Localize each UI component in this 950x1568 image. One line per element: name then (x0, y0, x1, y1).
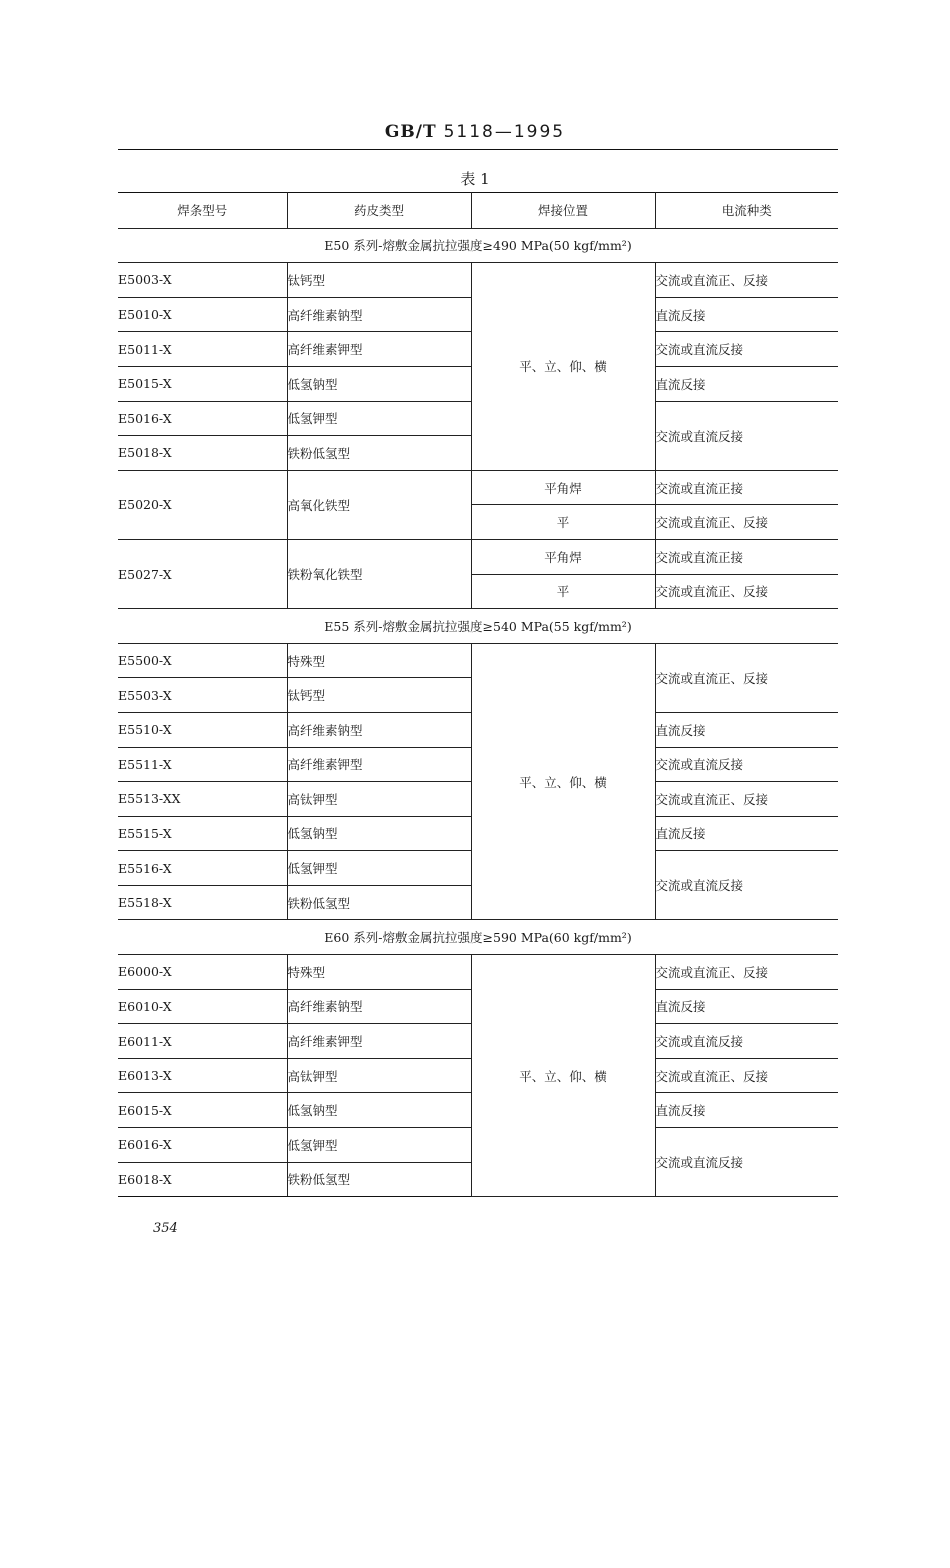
position-cell: 平、立、仰、横 (471, 643, 655, 920)
position-cell: 平角焊 (471, 470, 655, 505)
model-cell: E5016-X (118, 401, 287, 436)
model-cell: E6000-X (118, 955, 287, 990)
current-cell: 交流或直流正、反接 (655, 955, 838, 990)
table-header-row (118, 193, 838, 229)
position-cell: 平、立、仰、横 (471, 955, 655, 1197)
current-cell: 交流或直流反接 (655, 747, 838, 782)
position-cell: 平 (471, 505, 655, 540)
coating-cell: 特殊型 (287, 955, 471, 990)
current-cell: 交流或直流反接 (655, 1024, 838, 1059)
column-header-model: 焊条型号 (118, 193, 287, 229)
current-cell: 交流或直流正接 (655, 539, 838, 574)
coating-cell: 高钛钾型 (287, 1058, 471, 1093)
current-cell: 交流或直流正、反接 (655, 574, 838, 609)
current-cell: 直流反接 (655, 366, 838, 401)
model-cell: E5518-X (118, 885, 287, 920)
model-cell: E5020-X (118, 470, 287, 539)
model-cell: E5513-XX (118, 782, 287, 817)
coating-cell: 高纤维素钾型 (287, 332, 471, 367)
section-title: E55 系列-熔敷金属抗拉强度≥540 MPa(55 kgf/mm²) (118, 609, 838, 644)
coating-cell: 高氧化铁型 (287, 470, 471, 539)
coating-cell: 低氢钾型 (287, 1128, 471, 1163)
current-cell: 交流或直流正、反接 (655, 1058, 838, 1093)
table-row (118, 470, 838, 505)
standard-code-prefix: GB/T (384, 122, 437, 142)
coating-cell: 低氢钾型 (287, 851, 471, 886)
coating-cell: 高纤维素钾型 (287, 747, 471, 782)
coating-cell: 高纤维素钠型 (287, 712, 471, 747)
current-cell: 交流或直流反接 (655, 1128, 838, 1197)
section-title-row (118, 228, 838, 263)
current-cell: 交流或直流反接 (655, 332, 838, 367)
coating-cell: 高钛钾型 (287, 782, 471, 817)
coating-cell: 低氢钠型 (287, 1093, 471, 1128)
model-cell: E5511-X (118, 747, 287, 782)
model-cell: E5503-X (118, 678, 287, 713)
column-header-current: 电流种类 (655, 193, 838, 229)
position-cell: 平角焊 (471, 539, 655, 574)
current-cell: 交流或直流正、反接 (655, 263, 838, 298)
section-title-row (118, 920, 838, 955)
column-header-position: 焊接位置 (471, 193, 655, 229)
coating-cell: 钛钙型 (287, 678, 471, 713)
table-row (118, 539, 838, 574)
coating-cell: 铁粉低氢型 (287, 885, 471, 920)
current-cell: 直流反接 (655, 712, 838, 747)
model-cell: E5015-X (118, 366, 287, 401)
coating-cell: 高纤维素钾型 (287, 1024, 471, 1059)
model-cell: E5515-X (118, 816, 287, 851)
coating-cell: 高纤维素钠型 (287, 297, 471, 332)
position-cell: 平 (471, 574, 655, 609)
page-number: 354 (153, 1221, 178, 1236)
coating-cell: 铁粉低氢型 (287, 1162, 471, 1197)
current-cell: 交流或直流正、反接 (655, 782, 838, 817)
position-cell: 平、立、仰、横 (471, 263, 655, 471)
model-cell: E5510-X (118, 712, 287, 747)
current-cell: 直流反接 (655, 989, 838, 1024)
standard-code-number: 5118—1995 (443, 122, 566, 142)
coating-cell: 铁粉低氢型 (287, 436, 471, 471)
current-cell: 直流反接 (655, 297, 838, 332)
current-cell: 直流反接 (655, 816, 838, 851)
coating-cell: 特殊型 (287, 643, 471, 678)
standard-header (0, 122, 950, 142)
column-header-coating: 药皮类型 (287, 193, 471, 229)
model-cell: E6013-X (118, 1058, 287, 1093)
table-row (118, 263, 838, 298)
model-cell: E5010-X (118, 297, 287, 332)
model-cell: E6010-X (118, 989, 287, 1024)
current-cell: 交流或直流正、反接 (655, 643, 838, 712)
coating-cell: 低氢钠型 (287, 816, 471, 851)
coating-cell: 低氢钠型 (287, 366, 471, 401)
section-title: E60 系列-熔敷金属抗拉强度≥590 MPa(60 kgf/mm²) (118, 920, 838, 955)
current-cell: 交流或直流正接 (655, 470, 838, 505)
current-cell: 交流或直流反接 (655, 851, 838, 920)
coating-cell: 钛钙型 (287, 263, 471, 298)
coating-cell: 低氢钾型 (287, 401, 471, 436)
table-row (118, 643, 838, 678)
electrode-table (118, 192, 838, 1197)
model-cell: E5011-X (118, 332, 287, 367)
current-cell: 交流或直流正、反接 (655, 505, 838, 540)
model-cell: E6016-X (118, 1128, 287, 1163)
current-cell: 交流或直流反接 (655, 401, 838, 470)
table-row (118, 955, 838, 990)
header-rule (118, 149, 838, 150)
model-cell: E6018-X (118, 1162, 287, 1197)
model-cell: E6011-X (118, 1024, 287, 1059)
model-cell: E5027-X (118, 539, 287, 608)
model-cell: E5003-X (118, 263, 287, 298)
section-title: E50 系列-熔敷金属抗拉强度≥490 MPa(50 kgf/mm²) (118, 228, 838, 263)
current-cell: 直流反接 (655, 1093, 838, 1128)
coating-cell: 高纤维素钠型 (287, 989, 471, 1024)
model-cell: E5516-X (118, 851, 287, 886)
model-cell: E5500-X (118, 643, 287, 678)
model-cell: E5018-X (118, 436, 287, 471)
section-title-row (118, 609, 838, 644)
model-cell: E6015-X (118, 1093, 287, 1128)
table-title: 表 1 (460, 170, 490, 188)
coating-cell: 铁粉氧化铁型 (287, 539, 471, 608)
